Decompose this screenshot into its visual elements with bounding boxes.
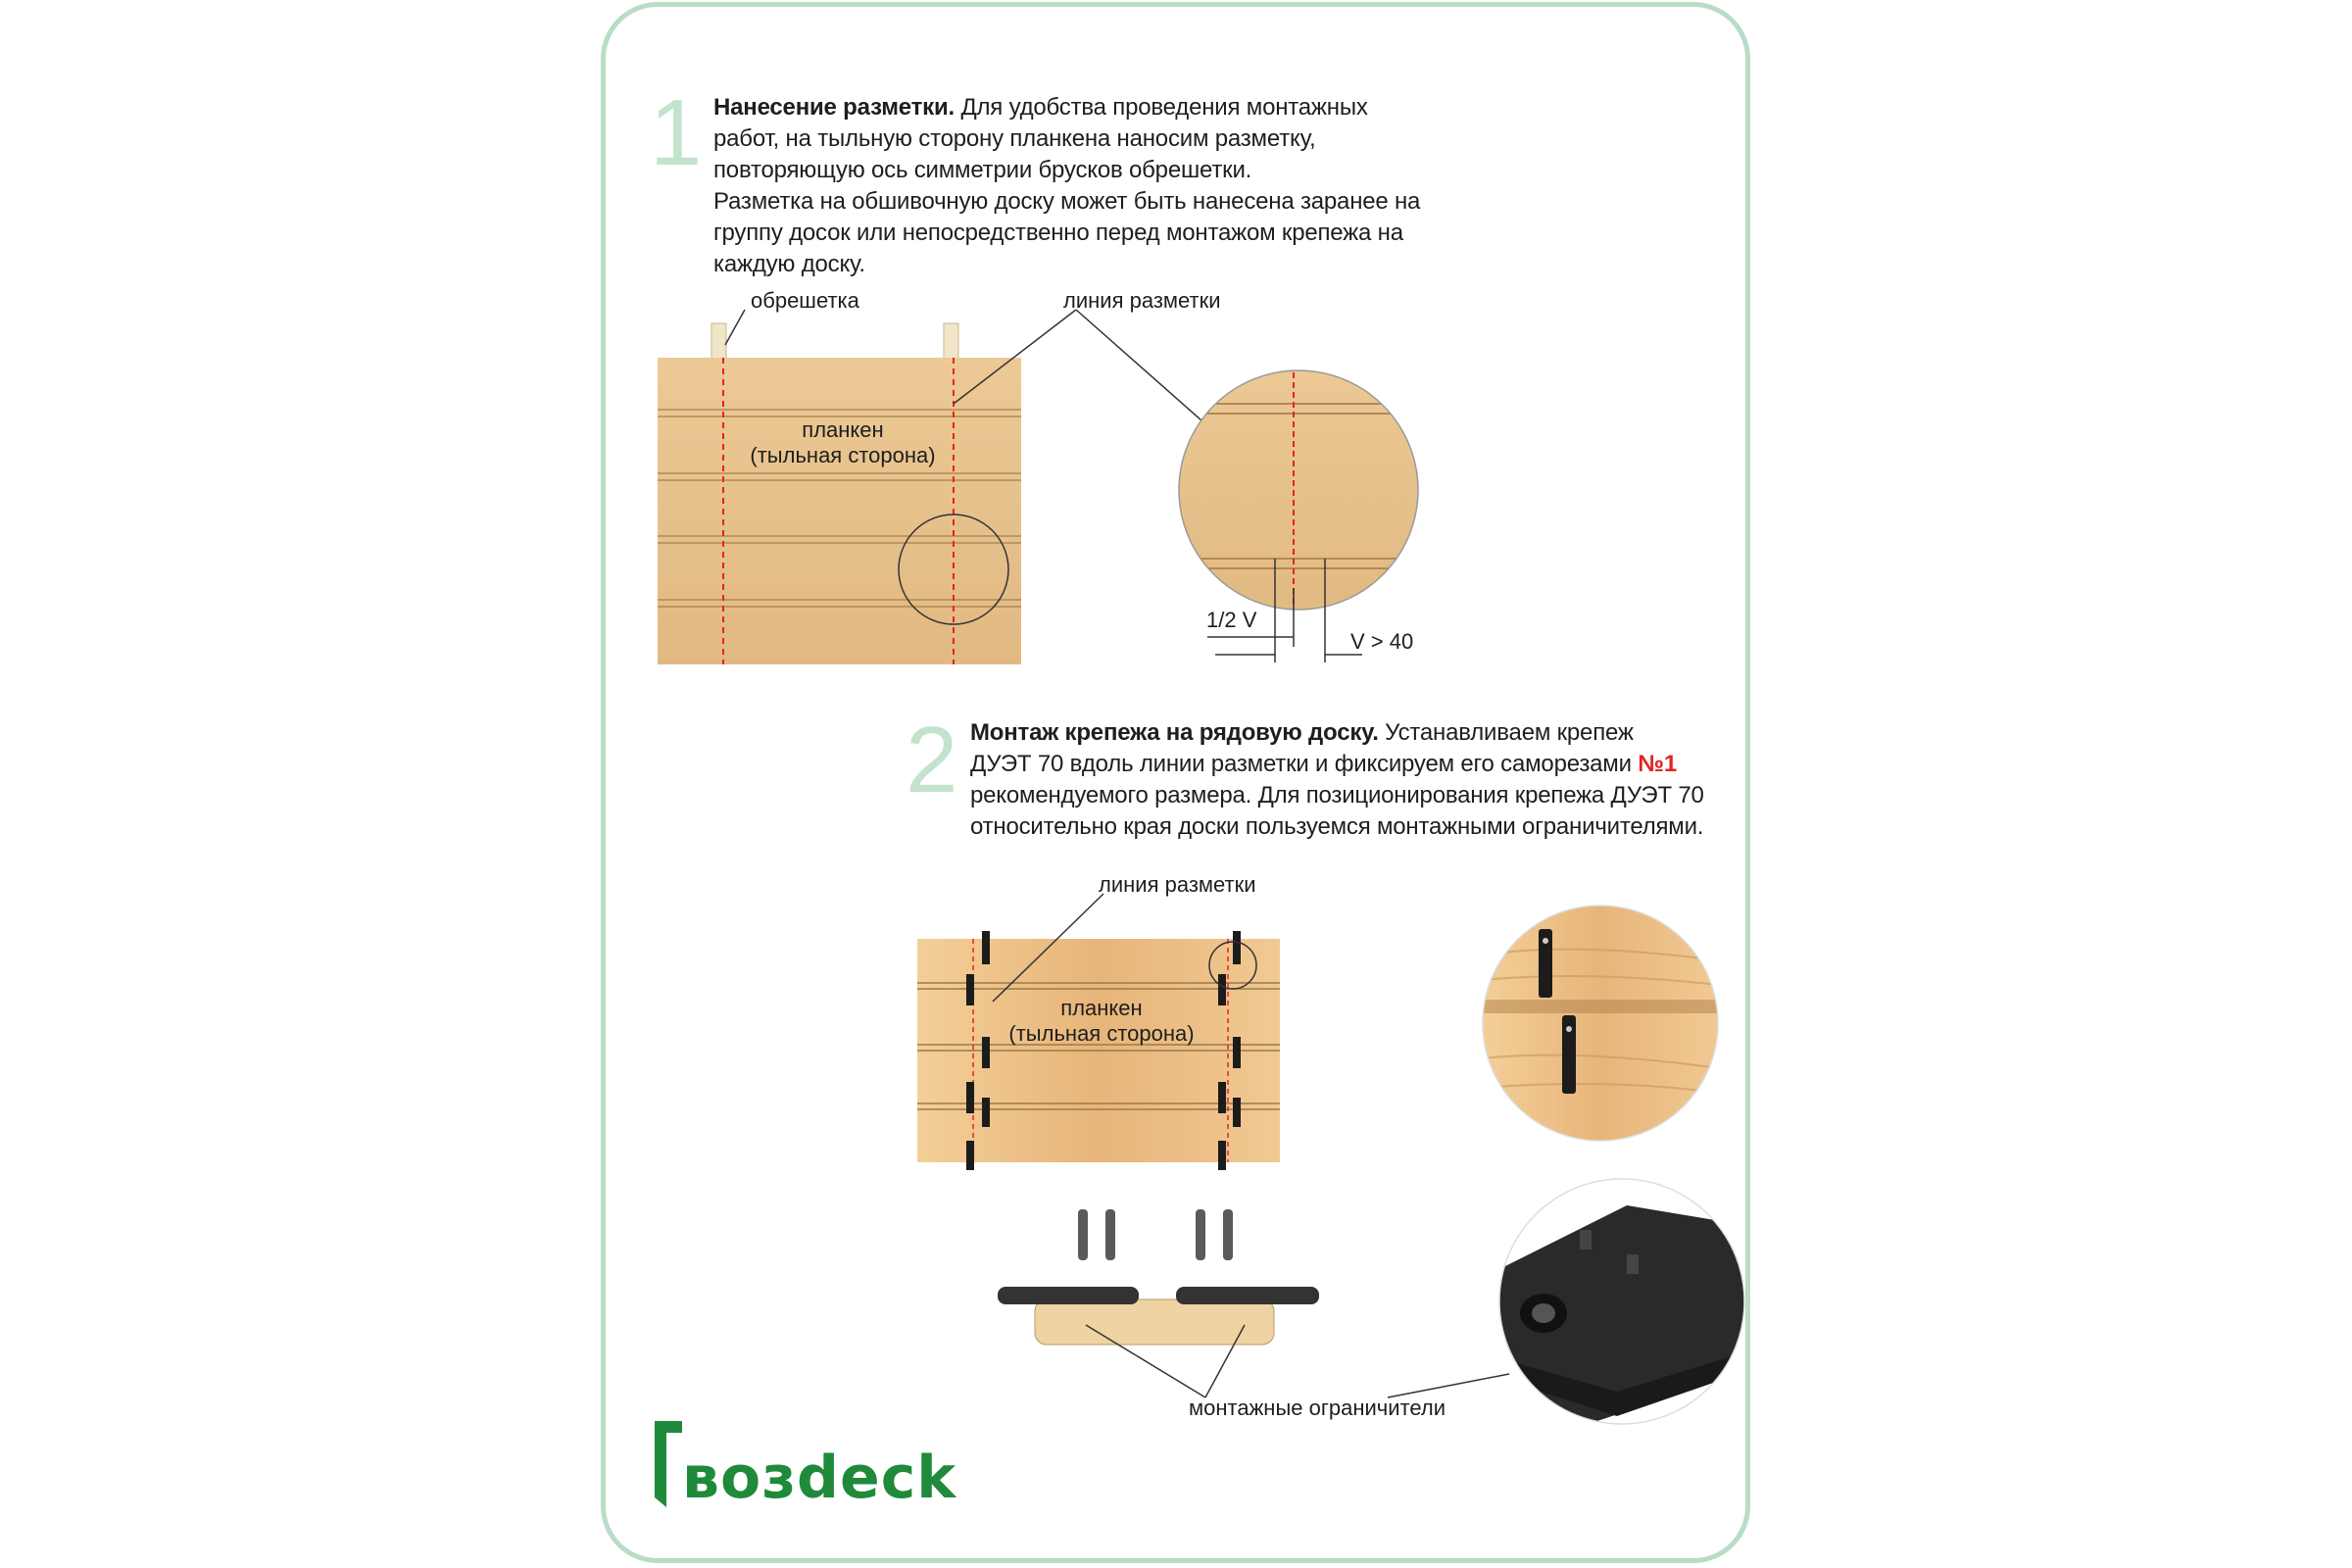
markline-label-1: линия разметки [1063, 288, 1221, 313]
step-2-number: 2 [906, 708, 958, 812]
step-1-line-5: группу досок или непосредственно перед монтажом крепежа на [713, 220, 1403, 246]
screw-number: №1 [1638, 751, 1677, 777]
step-2-title: Монтаж крепежа на рядовую доску. [970, 719, 1379, 746]
limiter-leader-3 [1388, 1374, 1509, 1397]
step-1-line-2: работ, на тыльную сторону планкена наносим разметку, [713, 125, 1316, 152]
screws [1078, 1209, 1233, 1260]
dim-v-label: V > 40 [1350, 629, 1414, 654]
dim-half-label: 1/2 V [1206, 608, 1257, 632]
limiter-board [998, 1287, 1319, 1345]
step-1-line-4: Разметка на обшивочную доску может быть нанесена заранее на [713, 188, 1421, 215]
board-label-1-line-2: (тыльная сторона) [750, 443, 936, 467]
step-1-number: 1 [650, 80, 703, 185]
step-1-line-6: каждую доску. [713, 251, 865, 277]
board-label-2-line-2: (тыльная сторона) [1008, 1021, 1195, 1046]
step-2-line-3: рекомендуемого размера. Для позиционирования крепежа ДУЭТ 70 [970, 782, 1704, 808]
step-1-line-3: повторяющую ось симметрии брусков обрешетки. [713, 157, 1252, 183]
logo-text: возdeck [682, 1444, 957, 1512]
step-2-line-4: относительно края доски пользуемся монтажными ограничителями. [970, 813, 1704, 840]
vozdeck-logo [655, 1429, 957, 1512]
step-2-board [917, 931, 1280, 1170]
fastener-photo [1483, 906, 1718, 1141]
step-2-line-1: Устанавливаем крепеж [1385, 719, 1634, 746]
board-label-1-line-1: планкен [802, 417, 884, 442]
board-label-2 [1004, 996, 1200, 1047]
step-1-line-1: Для удобства проведения монтажных [960, 94, 1368, 121]
step-1-title: Нанесение разметки. [713, 94, 955, 121]
batten-label: обрешетка [751, 288, 859, 313]
markline-label-2: линия разметки [1099, 872, 1256, 897]
board-label-2-line-1: планкен [1060, 996, 1143, 1020]
limiters-label: монтажные ограничители [1189, 1396, 1446, 1420]
step-2-line-2: ДУЭТ 70 вдоль линии разметки и фиксируем его саморезами [970, 751, 1632, 777]
logo-mark-icon [655, 1421, 682, 1507]
